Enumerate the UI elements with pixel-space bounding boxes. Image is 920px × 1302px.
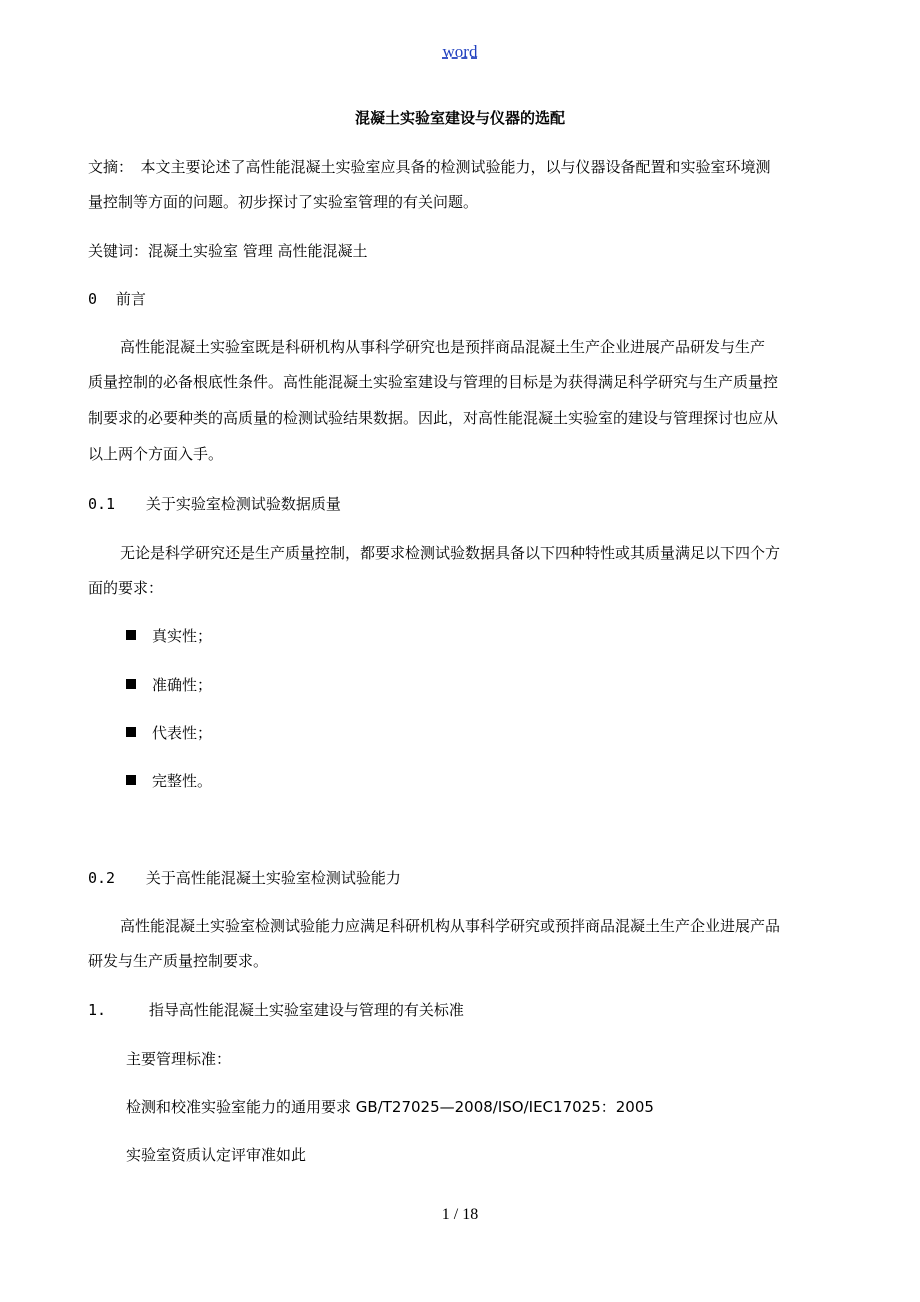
bullet-item: 真实性； — [126, 626, 212, 646]
standard-line: 检测和校准实验室能力的通用要求 GB/T27025—2008/ISO/IEC17025：2005 — [126, 1098, 654, 1116]
standard-line: 实验室资质认定评审准如此 — [126, 1146, 307, 1164]
page-indicator: 1 / 18 — [441, 1206, 479, 1223]
abstract-line-1: 文摘： 本文主要论述了高性能混凝土实验室应具备的检测试验能力，以与仪器设备配置和实验室环境测 — [88, 158, 771, 176]
document-title: 混凝土实验室建设与仪器的选配 — [354, 109, 565, 127]
bullet-item: 准确性； — [126, 675, 212, 695]
paragraph-line: 制要求的必要种类的高质量的检测试验结果数据。因此，对高性能混凝土实验室的建设与管理探讨也应从 — [88, 409, 779, 427]
square-bullet-icon — [126, 775, 136, 785]
section-number: 0 — [88, 290, 98, 308]
paragraph-line: 高性能混凝土实验室检测试验能力应满足科研机构从事科学研究或预拌商品混凝土生产企业进展产品 — [120, 917, 781, 935]
section-number: 0.2 — [88, 869, 116, 887]
abstract-line-2: 量控制等方面的问题。初步探讨了实验室管理的有关问题。 — [88, 193, 479, 211]
bullet-item: 代表性； — [126, 723, 212, 743]
bullet-item: 完整性。 — [126, 771, 212, 791]
paragraph-line: 高性能混凝土实验室既是科研机构从事科学研究也是预拌商品混凝土生产企业进展产品研发与生产 — [120, 338, 766, 356]
item-title: 指导高性能混凝土实验室建设与管理的有关标准 — [148, 1001, 464, 1019]
section-0-heading — [88, 289, 146, 309]
square-bullet-icon — [126, 679, 136, 689]
paragraph-line: 面的要求： — [88, 579, 164, 597]
section-0-2-heading — [88, 868, 401, 888]
section-0-1-heading — [88, 494, 341, 514]
paragraph-line: 研发与生产质量控制要求。 — [88, 952, 269, 970]
section-title: 关于实验室检测试验数据质量 — [145, 495, 341, 513]
section-title: 前言 — [115, 290, 146, 308]
keywords-line: 关键词：混凝土实验室 管理 高性能混凝土 — [88, 242, 368, 260]
item-number: 1. — [88, 1001, 107, 1019]
sub-heading: 主要管理标准： — [126, 1050, 232, 1068]
square-bullet-icon — [126, 630, 136, 640]
square-bullet-icon — [126, 727, 136, 737]
item-1-heading — [88, 1000, 464, 1020]
header-word-link[interactable]: word — [442, 42, 478, 61]
paragraph-line: 无论是科学研究还是生产质量控制，都要求检测试验数据具备以下四种特性或其质量满足以下四个方 — [120, 544, 781, 562]
paragraph-line: 质量控制的必备根底性条件。高性能混凝土实验室建设与管理的目标是为获得满足科学研究与生产质量控 — [88, 373, 779, 391]
paragraph-line: 以上两个方面入手。 — [88, 445, 224, 463]
section-title: 关于高性能混凝土实验室检测试验能力 — [145, 869, 401, 887]
section-number: 0.1 — [88, 495, 116, 513]
